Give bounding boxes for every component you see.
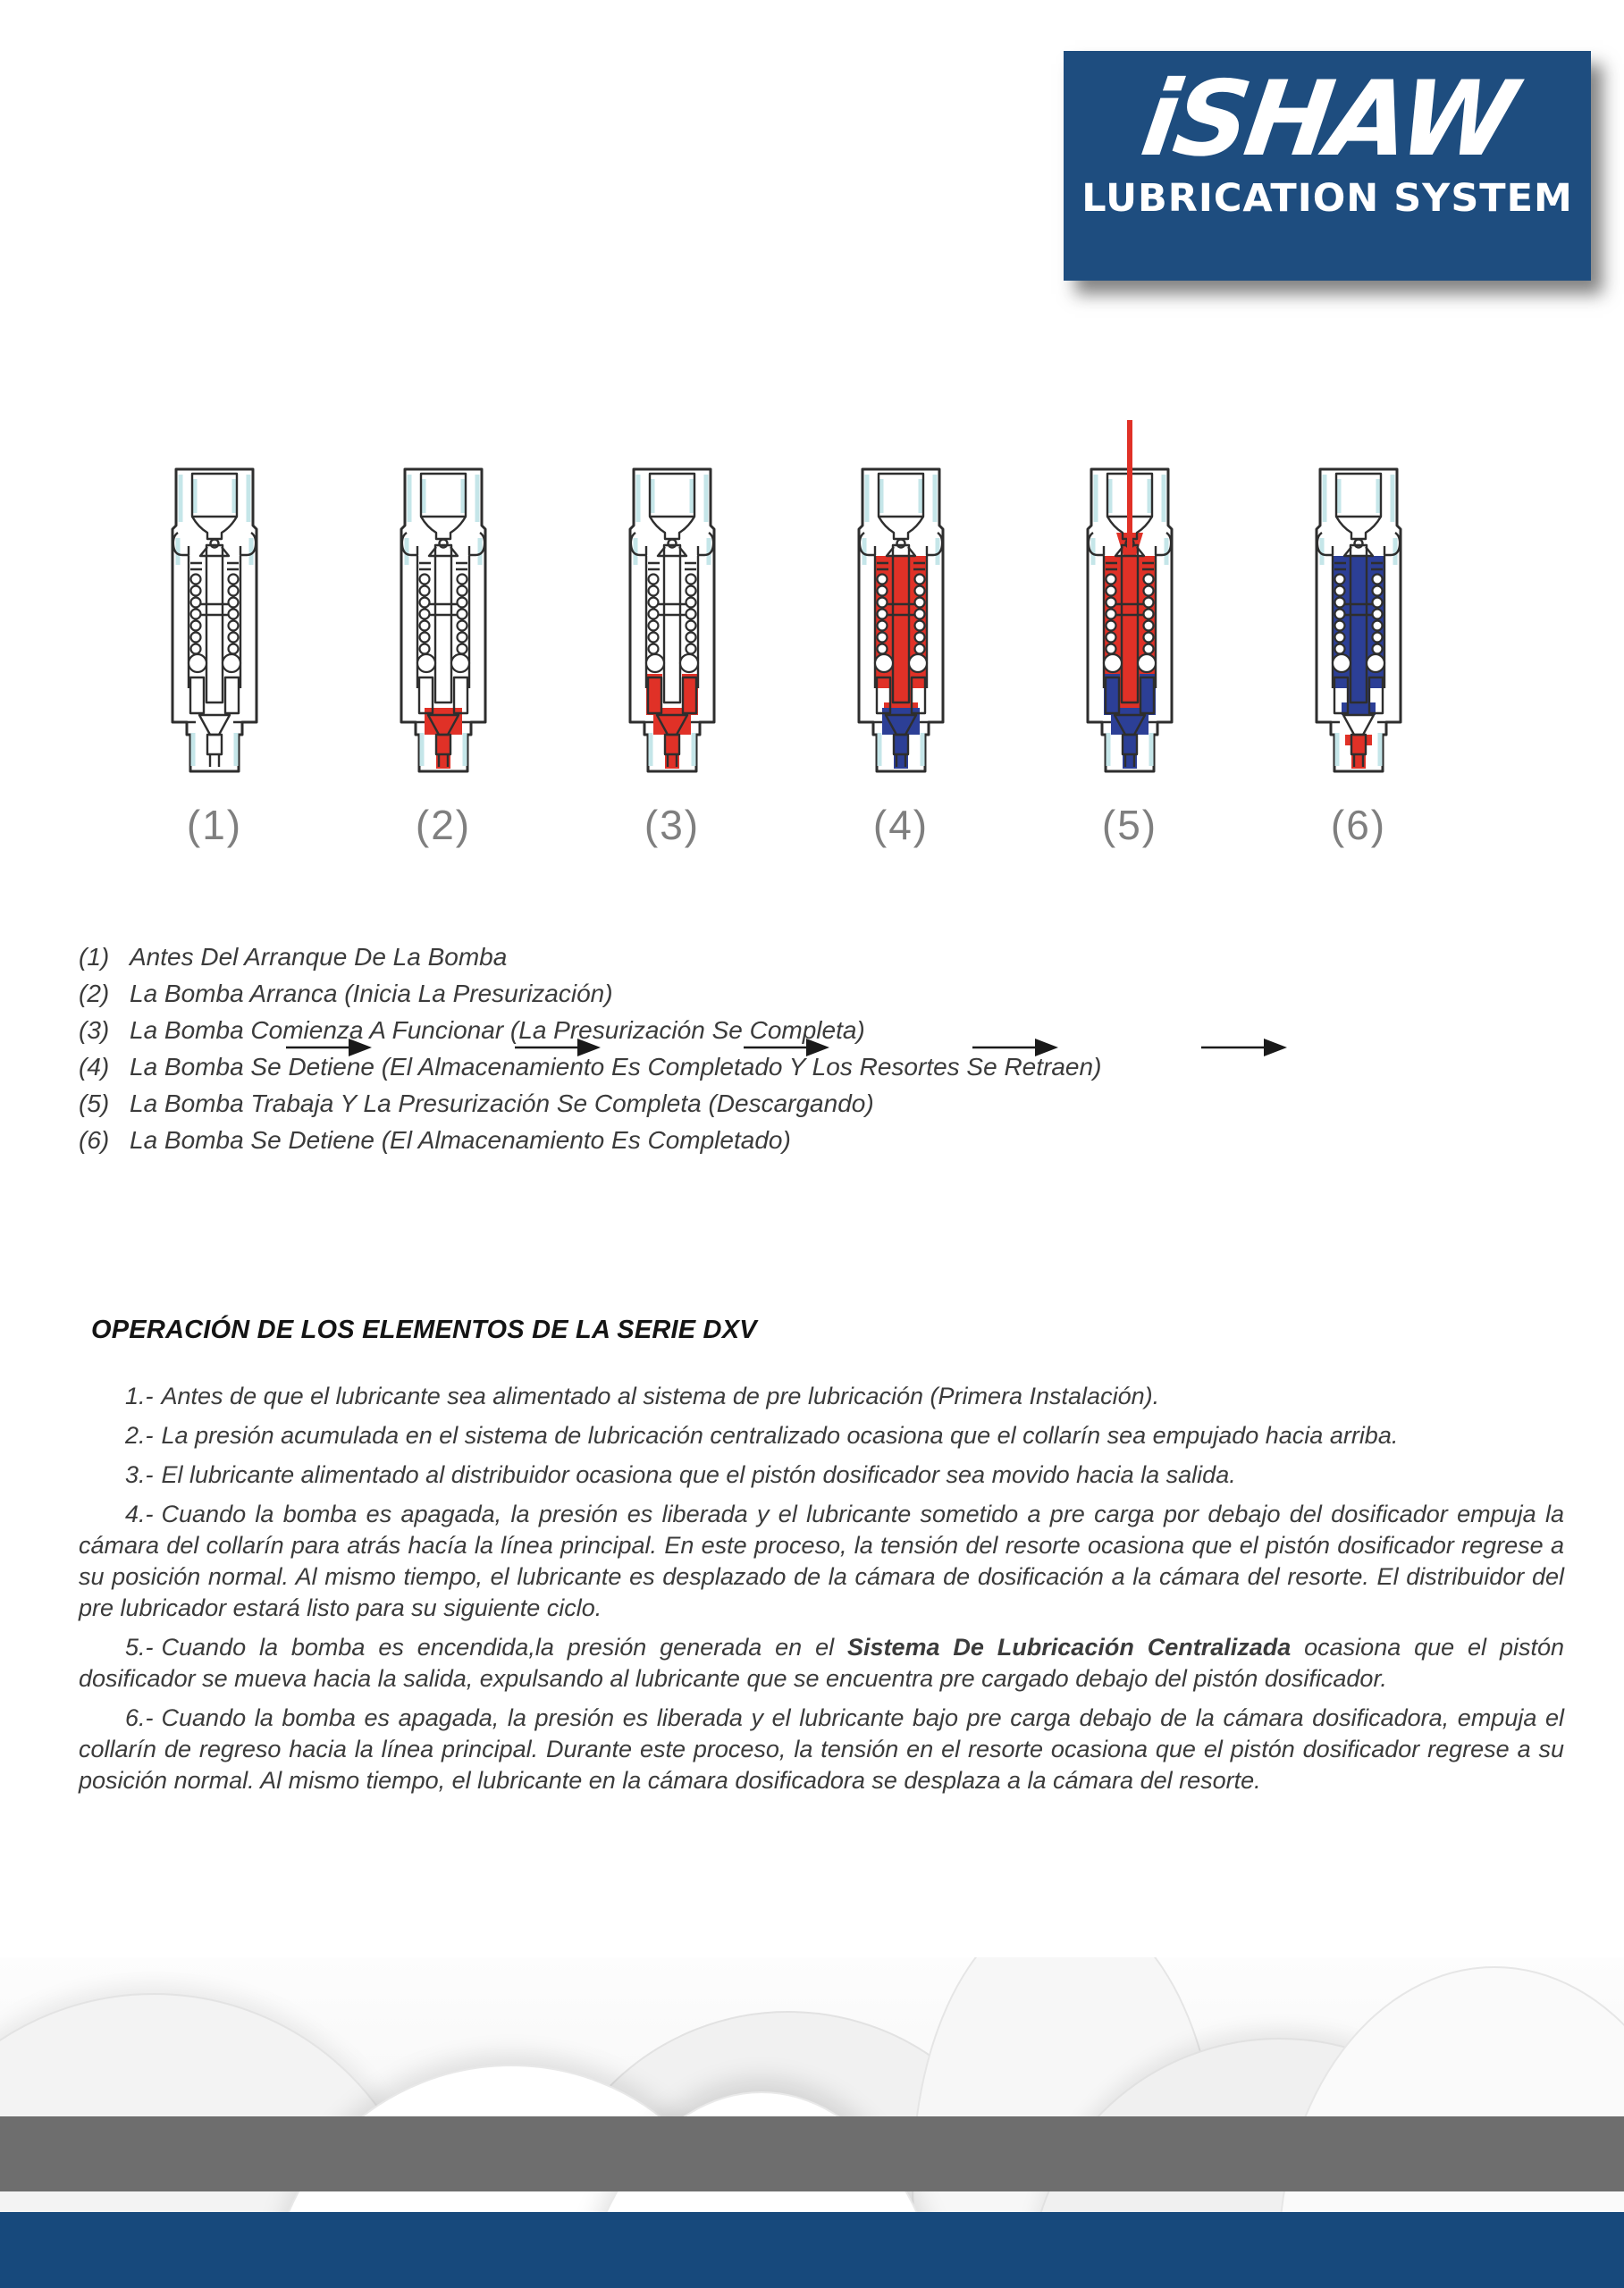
paragraph-number: 6.-	[125, 1704, 154, 1731]
footer-gray-band	[0, 2116, 1624, 2191]
caption-row	[79, 975, 1473, 1012]
paragraph-number: 2.-	[125, 1422, 154, 1449]
diagram-stage-4	[816, 420, 986, 849]
section-heading: OPERACIÓN DE LOS ELEMENTOS DE LA SERIE DXV	[91, 1316, 757, 1344]
caption-row	[79, 1012, 1473, 1048]
paragraph-number: 4.-	[125, 1501, 154, 1527]
stage-label-5: (5)	[1101, 802, 1158, 848]
diagram-stage-3	[587, 420, 757, 849]
caption-text: La Bomba Arranca (Inicia La Presurización)	[130, 980, 613, 1007]
paragraph-text-pre: Cuando la bomba es encendida,la presión generada en el	[161, 1634, 847, 1661]
diagram-stage-1	[130, 420, 299, 849]
pump-illustration-stage-6	[1300, 420, 1417, 778]
stage-label-3: (3)	[644, 802, 701, 848]
caption-number: (6)	[79, 1126, 110, 1154]
paragraph-text: Antes de que el lubricante sea alimentado al sistema de pre lubricación (Primera Instalación).	[161, 1383, 1160, 1409]
diagram-stage-5	[1045, 420, 1215, 849]
paragraph-1	[79, 1381, 1564, 1412]
paragraph-text: El lubricante alimentado al distribuidor ocasiona que el pistón dosificador sea movido hacia la salida.	[161, 1461, 1236, 1488]
caption-row	[79, 938, 1473, 975]
paragraph-text: La presión acumulada en el sistema de lubricación centralizado ocasiona que el collarín sea empujado hacia arriba.	[161, 1422, 1399, 1449]
caption-number: (3)	[79, 1016, 110, 1044]
paragraph-5	[79, 1632, 1564, 1695]
caption-row	[79, 1085, 1473, 1122]
paragraph-3	[79, 1459, 1564, 1491]
caption-text: La Bomba Comienza A Funcionar (La Presurización Se Completa)	[130, 1016, 865, 1044]
pump-cycle-diagram	[0, 420, 1624, 867]
caption-row	[79, 1122, 1473, 1158]
pump-illustration-stage-5	[1072, 420, 1188, 778]
paragraph-number: 5.-	[125, 1634, 154, 1661]
brand-wordmark: iSHAW	[1134, 59, 1520, 180]
paragraph-2	[79, 1420, 1564, 1451]
brand-logo	[1064, 51, 1591, 281]
caption-number: (2)	[79, 980, 110, 1007]
caption-text: La Bomba Trabaja Y La Presurización Se Completa (Descargando)	[130, 1089, 874, 1117]
brand-subtitle: LUBRICATION SYSTEM	[1081, 175, 1573, 221]
stage-label-6: (6)	[1330, 802, 1387, 848]
caption-row	[79, 1048, 1473, 1085]
paragraph-text-bold: Sistema De Lubricación Centralizada	[846, 1634, 1292, 1661]
paragraph-text: Cuando la bomba es apagada, la presión es liberada y el lubricante sometido a pre carga por debajo del dosificador empuja la cámara del collarín para atrás hacía la línea principal. En este proceso, la tensión del resorte ocasiona que el pistón dosificador regrese a su posición normal. Al mismo tiempo, el lubricante es desplazado de la cámara de dosificación a la cámara del resorte. El distribuidor del pre lubricador estará listo para su siguiente ciclo.	[79, 1501, 1564, 1621]
diagram-stage-2	[358, 420, 528, 849]
caption-number: (5)	[79, 1089, 110, 1117]
caption-number: (4)	[79, 1053, 110, 1081]
pump-illustration-stage-2	[385, 420, 501, 778]
pump-illustration-stage-4	[843, 420, 959, 778]
paragraph-number: 1.-	[125, 1383, 154, 1409]
paragraph-number: 3.-	[125, 1461, 154, 1488]
footer-blue-band	[0, 2212, 1624, 2288]
paragraph-text-post: ocasiona que el pistón dosificador se mueva hacia la salida, expulsando al lubricante que se encuentra pre cargado debajo del pistón dosificador.	[79, 1634, 1564, 1692]
paragraph-4	[79, 1499, 1564, 1624]
operation-section	[79, 1316, 1564, 1804]
stage-label-1: (1)	[186, 802, 243, 848]
diagram-stage-6	[1274, 420, 1443, 849]
paragraph-text: Cuando la bomba es apagada, la presión es liberada y el lubricante bajo pre carga debajo de la cámara dosificadora, empuja el collarín de regreso hacia la línea principal. Durante este proceso, la tensión en el resorte ocasiona que el pistón dosificador regrese a su posición normal. Al mismo tiempo, el lubricante en la cámara dosificadora se desplaza a la cámara del resorte.	[79, 1704, 1564, 1794]
caption-text: Antes Del Arranque De La Bomba	[130, 943, 508, 971]
caption-text: La Bomba Se Detiene (El Almacenamiento Es Completado Y Los Resortes Se Retraen)	[130, 1053, 1102, 1081]
caption-text: La Bomba Se Detiene (El Almacenamiento Es Completado)	[130, 1126, 791, 1154]
pump-illustration-stage-1	[156, 420, 273, 778]
paragraph-6	[79, 1703, 1564, 1796]
pump-illustration-stage-3	[614, 420, 730, 778]
stage-label-2: (2)	[415, 802, 472, 848]
stage-captions-list	[79, 938, 1473, 1158]
caption-number: (1)	[79, 943, 110, 971]
stage-label-4: (4)	[872, 802, 930, 848]
